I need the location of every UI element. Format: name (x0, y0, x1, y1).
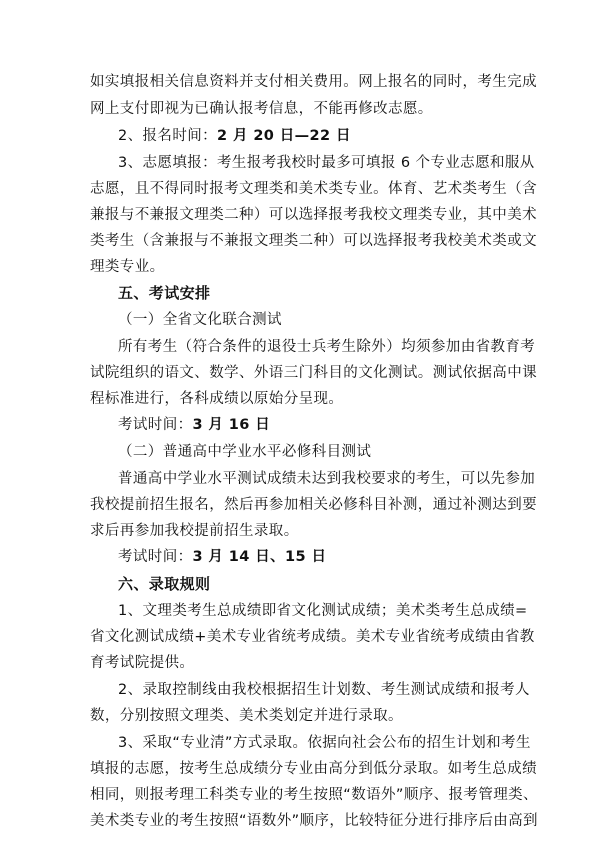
paragraph-line: 所有考生（符合条件的退役士兵考生除外）均须参加由省教育考 (118, 339, 536, 355)
exam-time-value: 3 月 16 日 (192, 417, 271, 433)
paragraph-line: 2、录取控制线由我校根据招生计划数、考生测试成绩和报考人 (118, 682, 530, 698)
paragraph-line: 程标准进行，各科成绩以原始分呈现。 (90, 391, 344, 407)
paragraph-line: 省文化测试成绩+美术专业省统考成绩。美术专业省统考成绩由省教 (90, 629, 535, 645)
registration-time-line (118, 126, 351, 146)
paragraph-line: 网上支付即视为已确认报考信息，不能再修改志愿。 (90, 101, 433, 117)
subsection-heading: （二）普通高中学业水平必修科目测试 (118, 444, 372, 460)
paragraph-line: 我校提前招生报名，然后再参加相关必修科目补测，通过补测达到要 (90, 497, 537, 513)
exam-time-line (118, 415, 270, 435)
exam-time-label: 考试时间： (118, 549, 193, 565)
paragraph-line: 普通高中学业水平测试成绩未达到我校要求的考生，可以先参加 (118, 471, 536, 487)
paragraph-line: 兼报与不兼报文理类二种）可以选择报考我校文理类专业，其中美术 (90, 207, 537, 223)
subsection-heading: （一）全省文化联合测试 (118, 312, 282, 328)
paragraph-line: 填报的志愿，按考生总成绩分专业由高分到低分录取。如考生总成绩 (90, 761, 537, 777)
paragraph-line: 求后再参加我校提前招生录取。 (90, 523, 299, 539)
paragraph-line: 数，分别按照文理类、美术类划定并进行录取。 (90, 708, 403, 724)
paragraph-line: 3、志愿填报：考生报考我校时最多可填报 6 个专业志愿和服从 (118, 155, 535, 171)
section-heading-admission-rules: 六、录取规则 (118, 575, 211, 593)
exam-time-label: 考试时间： (118, 417, 193, 433)
exam-time-line (118, 547, 326, 567)
paragraph-line: 志愿，且不得同时报考文理类和美术类专业。体育、艺术类考生（含 (90, 181, 537, 197)
section-heading-exam-schedule: 五、考试安排 (118, 284, 211, 302)
paragraph-line: 相同，则报考理工科类专业的考生按照“数语外”顺序、报考管理类、 (90, 787, 538, 803)
paragraph-line: 美术类专业的考生按照“语数外”顺序，比较特征分进行排序后由高到 (90, 813, 538, 829)
registration-time-label: 2、报名时间： (118, 128, 218, 144)
paragraph-line: 类考生（含兼报与不兼报文理类二种）可以选择报考我校美术类或文 (90, 233, 537, 249)
exam-time-value: 3 月 14 日、15 日 (192, 549, 327, 565)
paragraph-line: 试院组织的语文、数学、外语三门科目的文化测试。测试依据高中课 (90, 365, 537, 381)
paragraph-line: 理类专业。 (90, 259, 165, 275)
paragraph-line: 育考试院提供。 (90, 655, 195, 671)
paragraph-line: 1、文理类考生总成绩即省文化测试成绩；美术类考生总成绩= (118, 603, 528, 619)
paragraph-line: 3、采取“专业清”方式录取。依据向社会公布的招生计划和考生 (118, 735, 531, 751)
paragraph-line: 如实填报相关信息资料并支付相关费用。网上报名的同时，考生完成 (90, 74, 537, 90)
registration-time-value: 2 月 20 日—22 日 (217, 128, 351, 144)
